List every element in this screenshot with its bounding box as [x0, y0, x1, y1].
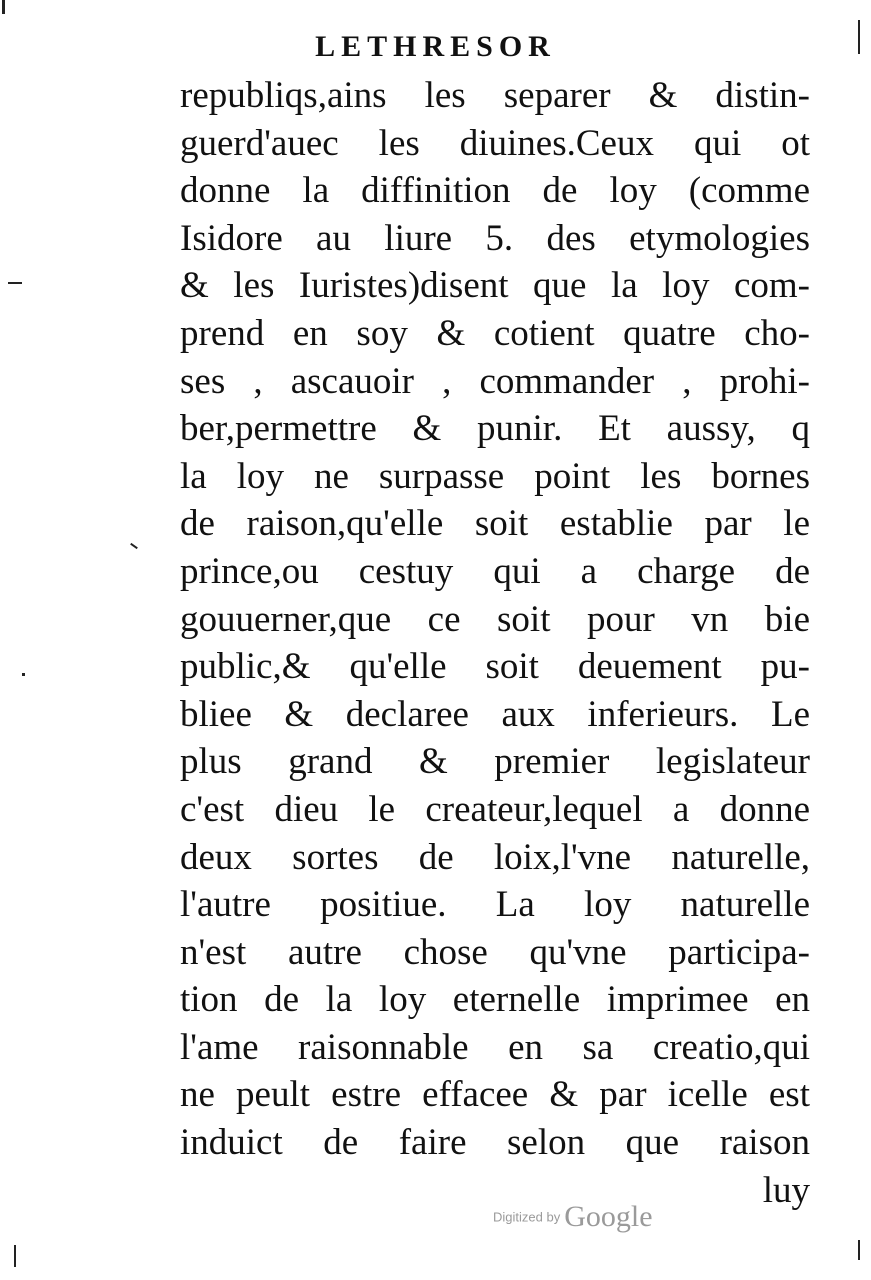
catchword: luy	[762, 1169, 810, 1211]
body-text	[180, 72, 810, 1214]
digitized-watermark	[493, 1200, 693, 1240]
text-line: ber,permettre & punir. Et aussy, q	[180, 408, 810, 450]
text-line: deux sortes de loix,l'vne naturelle,	[180, 836, 810, 878]
text-line: ses , ascauoir , commander , prohi-	[180, 360, 810, 402]
text-line: c'est dieu le createur,lequel a donne	[180, 788, 810, 830]
speck	[130, 543, 138, 549]
speck	[858, 20, 860, 54]
text-line: bliee & declaree aux inferieurs. Le	[180, 693, 810, 735]
text-line: prend en soy & cotient quatre cho-	[180, 312, 810, 354]
text-line: & les Iuristes)disent que la loy com-	[180, 265, 810, 307]
speck	[8, 282, 22, 284]
text-line: la loy ne surpasse point les bornes	[180, 455, 810, 497]
speck	[2, 0, 5, 14]
google-logo-text: Google	[564, 1200, 653, 1233]
text-line: gouuerner,que ce soit pour vn bie	[180, 598, 810, 640]
text-line: public,& qu'elle soit deuement pu-	[180, 646, 810, 688]
text-line: de raison,qu'elle soit establie par le	[180, 503, 810, 545]
text-line: tion de la loy eternelle imprimee en	[180, 979, 810, 1021]
text-line: plus grand & premier legislateur	[180, 741, 810, 783]
text-line: l'ame raisonnable en sa creatio,qui	[180, 1026, 810, 1068]
speck	[858, 1240, 860, 1260]
text-line: induict de faire selon que raison	[180, 1122, 810, 1164]
text-line: l'autre positiue. La loy naturelle	[180, 884, 810, 926]
text-line: ne peult estre effacee & par icelle est	[180, 1074, 810, 1116]
text-line: Isidore au liure 5. des etymologies	[180, 217, 810, 259]
speck	[14, 1245, 16, 1267]
text-line: guerd'auec les diuines.Ceux qui ot	[180, 122, 810, 164]
text-line: republiqs,ains les separer & distin-	[180, 75, 810, 116]
text-line: prince,ou cestuy qui a charge de	[180, 550, 810, 592]
text-line: n'est autre chose qu'vne participa-	[180, 931, 810, 973]
watermark-small-text: Digitized by	[493, 1209, 561, 1225]
text-line: donne la diffinition de loy (comme	[180, 170, 810, 212]
speck	[22, 673, 25, 676]
running-head: LETHRESOR	[315, 30, 556, 63]
